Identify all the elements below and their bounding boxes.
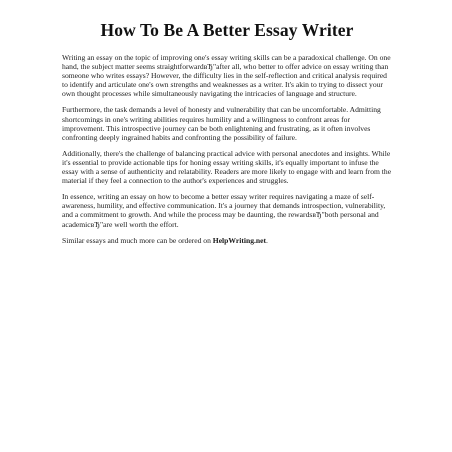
paragraph-conclusion: In essence, writing an essay on how to become a better essay writer requires navigating a maze of self-awareness, humility, and effective communication. It's a journey that demands introspection, vulnerability, and a commitment to growth. And while the process may be daunting, the rewardsвЂ"both personal and academicвЂ"are well worth the effort. (62, 192, 386, 229)
footer-prefix: Similar essays and much more can be ordered on (62, 235, 213, 245)
paragraph-honesty: Furthermore, the task demands a level of honesty and vulnerability that can be uncomfortable. Admitting shortcomings in one's writing abilities requires humility and a willingness to confront areas for improvement. This introspective journey can be both enlightening and frustrating, as it often involves confronting deeply ingrained habits and confronting the possibility of failure. (62, 105, 381, 142)
paragraph-intro: Writing an essay on the topic of improving one's essay writing skills can be a paradoxical challenge. On one hand, the subject matter seems straightforwardвЂ"after all, who better to offer advice on essay writing than someone who writes essays? However, the difficulty lies in the self-reflection and critical analysis required to identify and articulate one's own strengths and weaknesses as a writer. It's akin to trying to dissect your own thought processes while simultaneously navigating the intricacies of language and structure. (62, 53, 391, 99)
helpwriting-link[interactable]: HelpWriting.net (212, 235, 267, 245)
document-page (62, 20, 392, 252)
footer-suffix: . (266, 235, 268, 245)
page-title: How To Be A Better Essay Writer (100, 20, 354, 40)
footer-note (62, 236, 392, 245)
paragraph-balance: Additionally, there's the challenge of balancing practical advice with personal anecdotes and insights. While it's essential to provide actionable tips for honing essay writing skills, it's equally important to infuse the essay with a sense of authenticity and relatability. Readers are more likely to engage with and learn from the material if they feel a connection to the author's experiences and struggles. (62, 148, 392, 186)
